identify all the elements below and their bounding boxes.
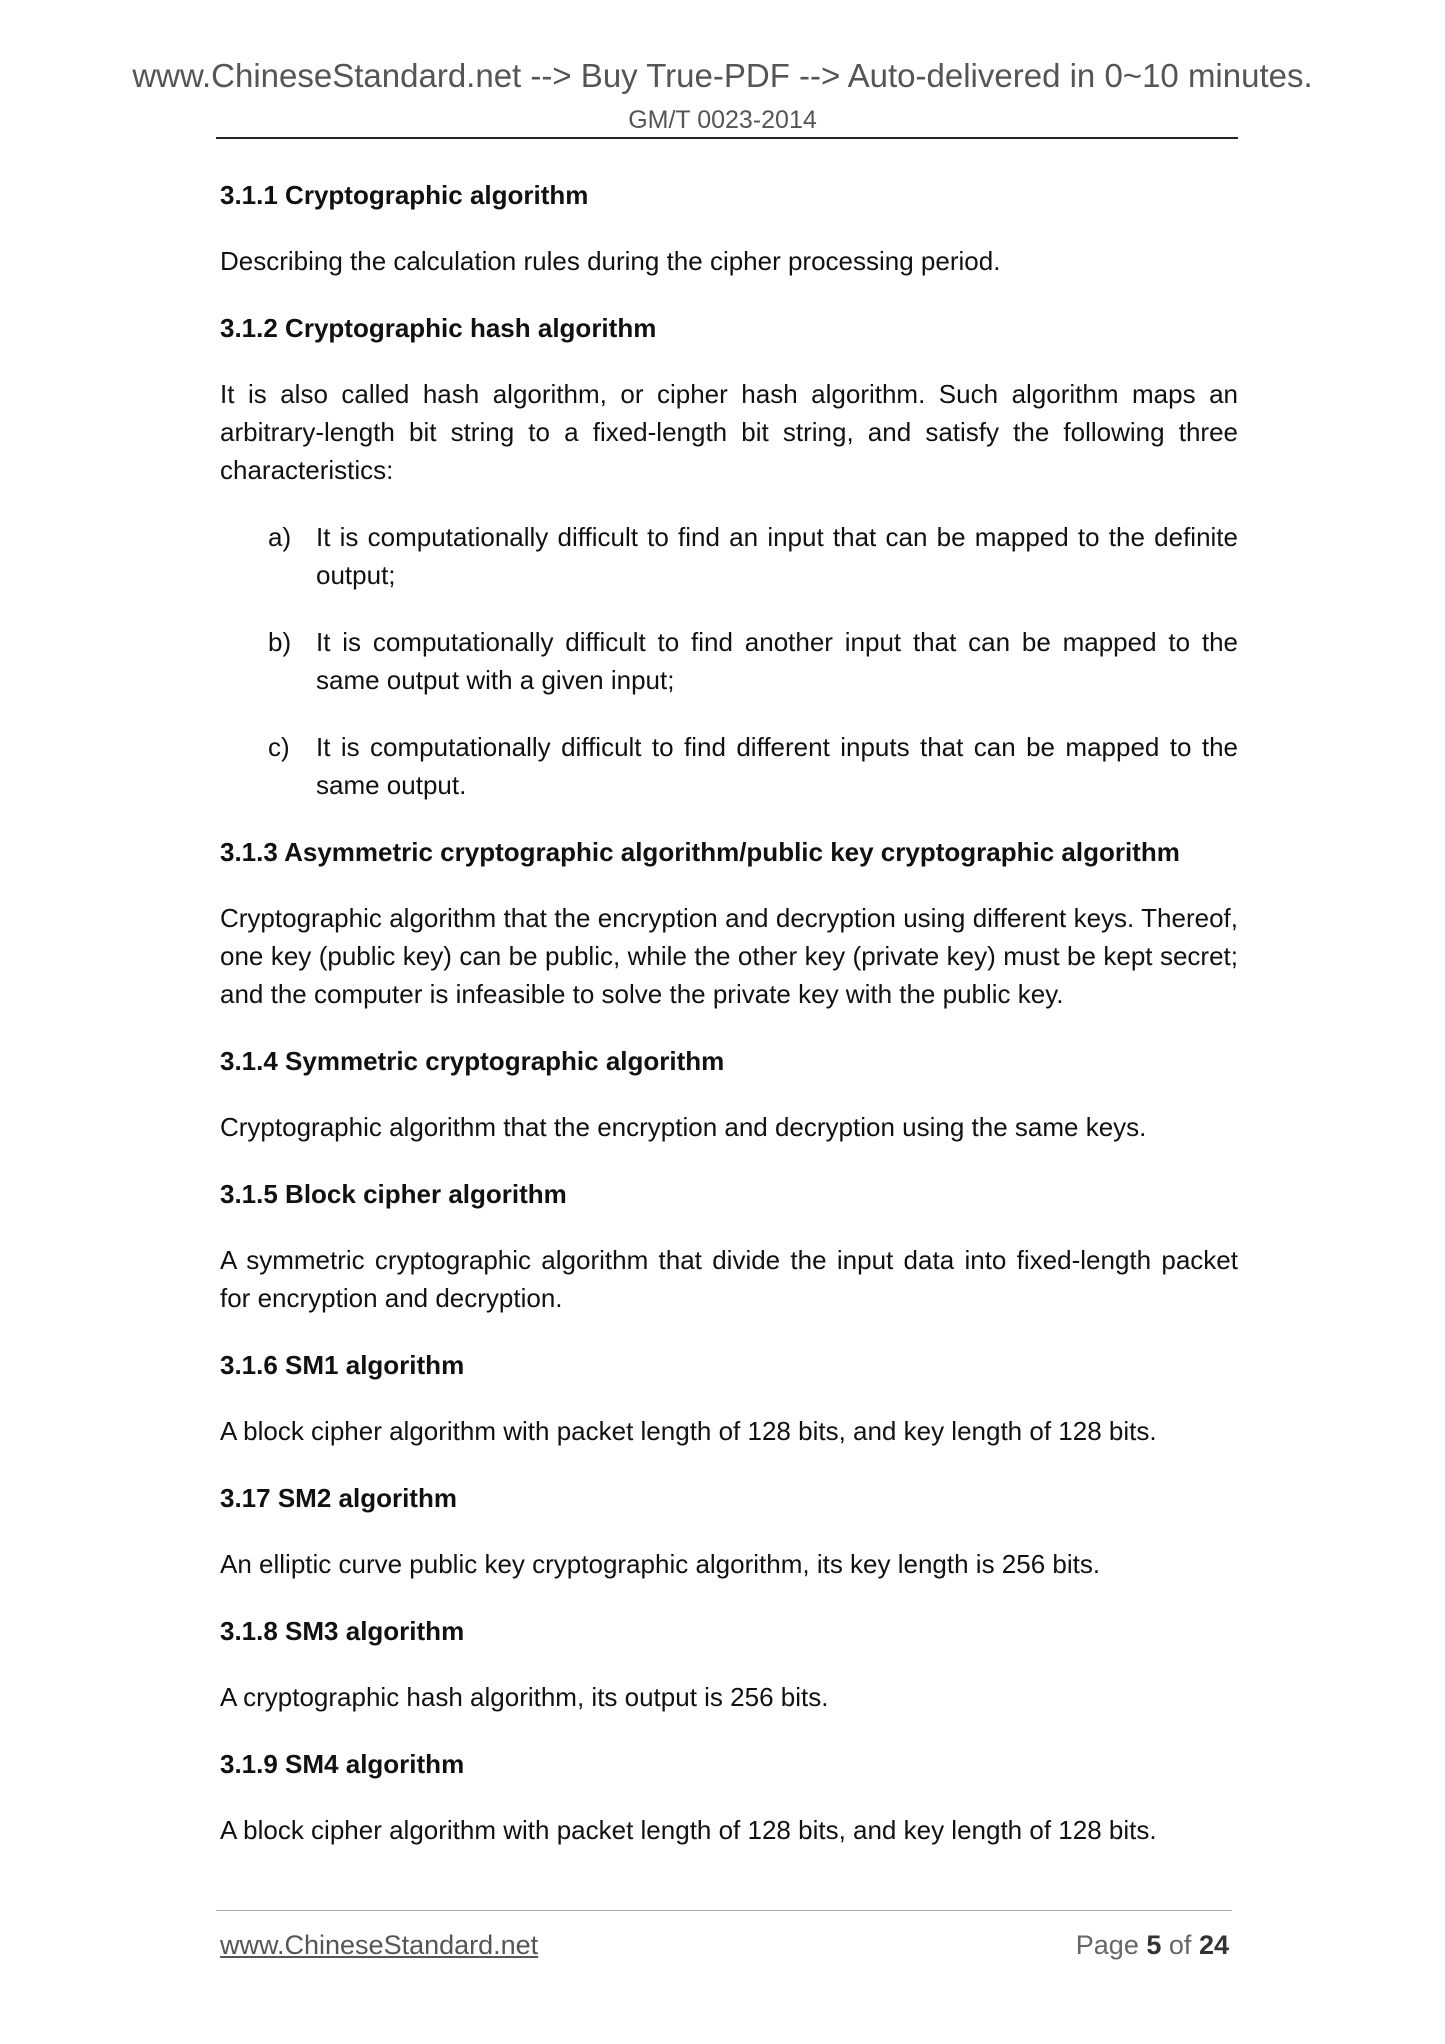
section-text: Cryptographic algorithm that the encryption and decryption using the same keys. (220, 1112, 1147, 1142)
section-3-1-7 (220, 1479, 1238, 1583)
section-3-1-8 (220, 1612, 1238, 1716)
section-text: An elliptic curve public key cryptographic algorithm, its key length is 256 bits. (220, 1549, 1101, 1579)
section-text: A symmetric cryptographic algorithm that divide the input data into fixed-length packet for encryption and decryption. (220, 1245, 1238, 1313)
section-3-1-5 (220, 1175, 1238, 1317)
section-text: Cryptographic algorithm that the encryption and decryption using different keys. Thereof, one key (public key) can be public, while the other key (private key) must be kept secret; and the computer is infeasible to solve the private key with the public key. (220, 903, 1238, 1009)
section-heading: 3.1.5 Block cipher algorithm (220, 1179, 567, 1209)
list-item-text: It is computationally difficult to find another input that can be mapped to the same output with a given input; (316, 627, 1238, 695)
section-text: Describing the calculation rules during the cipher processing period. (220, 246, 1001, 276)
section-text: It is also called hash algorithm, or cipher hash algorithm. Such algorithm maps an arbitrary-length bit string to a fixed-length bit string, and satisfy the following three characteristics: (220, 379, 1238, 485)
page-of: of (1168, 1930, 1192, 1960)
section-heading: 3.1.2 Cryptographic hash algorithm (220, 313, 657, 343)
section-text: A block cipher algorithm with packet length of 128 bits, and key length of 128 bits. (220, 1416, 1157, 1446)
section-text: A block cipher algorithm with packet length of 128 bits, and key length of 128 bits. (220, 1815, 1157, 1845)
section-3-1-6 (220, 1346, 1238, 1450)
standard-code: GM/T 0023-2014 (628, 106, 817, 134)
list-marker: b) (268, 627, 292, 657)
list-marker: a) (268, 522, 292, 552)
page-current: 5 (1146, 1930, 1162, 1960)
list-item (220, 623, 1238, 699)
section-heading: 3.17 SM2 algorithm (220, 1483, 457, 1513)
list-item-text: It is computationally difficult to find different inputs that can be mapped to the same output. (316, 732, 1238, 800)
section-3-1-4 (220, 1042, 1238, 1146)
document-body (220, 176, 1238, 1878)
section-3-1-9 (220, 1745, 1238, 1849)
section-heading: 3.1.1 Cryptographic algorithm (220, 180, 589, 210)
header-divider (216, 137, 1238, 139)
list-item-text: It is computationally difficult to find an input that can be mapped to the definite output; (316, 522, 1238, 590)
list-item (220, 518, 1238, 594)
page-prefix: Page (1075, 1930, 1139, 1960)
footer-divider (216, 1910, 1232, 1911)
section-3-1-1 (220, 176, 1238, 280)
section-heading: 3.1.3 Asymmetric cryptographic algorithm/public key cryptographic algorithm (220, 837, 1180, 867)
list-marker: c) (268, 732, 290, 762)
footer-site-link[interactable]: www.ChineseStandard.net (220, 1930, 539, 1960)
section-text: A cryptographic hash algorithm, its output is 256 bits. (220, 1682, 829, 1712)
list-item (220, 728, 1238, 804)
section-heading: 3.1.8 SM3 algorithm (220, 1616, 465, 1646)
page-total: 24 (1198, 1930, 1229, 1960)
characteristics-list (220, 518, 1238, 804)
page-number (1076, 1928, 1229, 1962)
section-heading: 3.1.6 SM1 algorithm (220, 1350, 465, 1380)
section-3-1-2 (220, 309, 1238, 804)
section-heading: 3.1.4 Symmetric cryptographic algorithm (220, 1046, 725, 1076)
section-3-1-3 (220, 833, 1238, 1013)
site-banner: www.ChineseStandard.net --> Buy True-PDF --> Auto-delivered in 0~10 minutes. (132, 57, 1313, 94)
section-heading: 3.1.9 SM4 algorithm (220, 1749, 465, 1779)
